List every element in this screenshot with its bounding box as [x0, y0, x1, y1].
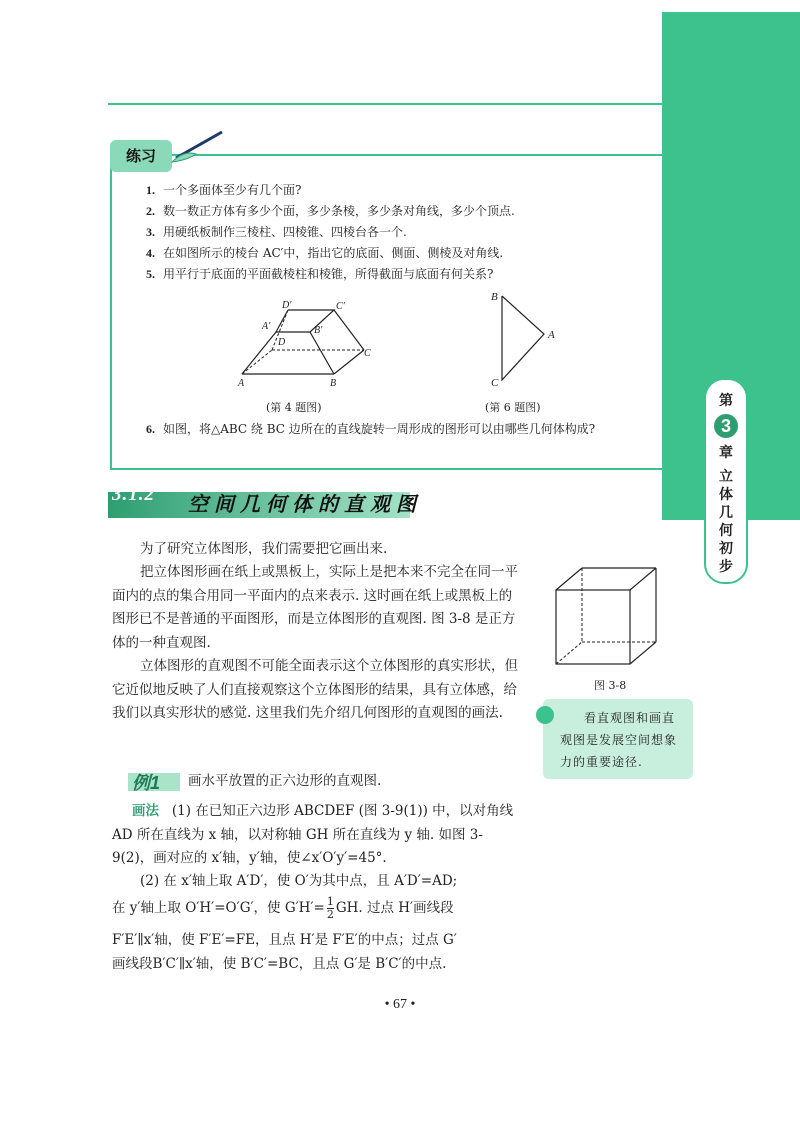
chapter-number: 3 [714, 414, 738, 438]
cube-figure [550, 562, 662, 674]
paragraph-3: 立体图形的直观图不可能全面表示这个立体图形的真实形状，但它近似地反映了人们直接观察这个立体图形的结果，具有立体感，给我们以真实形状的感觉. 这里我们先介绍几何图形的直观图的画法. [112, 658, 518, 721]
question-2: 2. 数一数正方体有多少个面，多少条棱，多少条对角线，多少个顶点. [146, 204, 515, 218]
chapter-di: 第 [719, 393, 733, 409]
chapter-zhang: 章 [719, 445, 733, 461]
label-A1: A′ [262, 321, 271, 332]
figure-3-8-caption: 图 3-8 [594, 679, 627, 692]
label-C1: C′ [336, 301, 345, 312]
paragraph-2: 把立体图形画在纸上或黑板上，实际上是把本来不完全在同一平面内的点的集合用同一平面内的点来表示. 这时画在纸上或黑板上的图形已不是普通的平面图形，而是立体图形的直观图. 图 3-8 是正方体的一种直观图. [112, 564, 518, 651]
section-title: 空间几何体的直观图 [188, 492, 422, 516]
fig6-caption: (第 6 题图) [485, 401, 541, 414]
label-C: C [364, 348, 371, 359]
question-1: 1. 一个多面体至少有几个面? [146, 183, 302, 197]
label-A: A [238, 378, 245, 389]
section-number: 3.1.2 [112, 484, 155, 505]
chapter-title: 立体几何初步 [719, 469, 733, 575]
example-step-2c: F′E′∥x′轴，使 F′E′=FE，且点 H′是 F′E′的中点；过点 G′ [112, 932, 457, 948]
question-6: 6. 如图，将△ABC 绕 BC 边所在的直线旋转一周形成的图形可以由哪些几何体构成? [146, 422, 596, 436]
label-D1: D′ [282, 300, 292, 311]
exercise-label: 练习 [110, 140, 172, 172]
example-step-1: 画法 (1) 在已知正六边形 ABCDEF (图 3-9(1)) 中，以对角线 AD 所在直线为 x 轴，以对称轴 GH 所在直线为 y 轴. 如图 3-9(2)，画对应的 x′轴，y′轴，使∠x′O′y′=45°. [112, 803, 514, 866]
fig4-caption: (第 4 题图) [266, 401, 322, 414]
label-A-tri: A [548, 329, 555, 341]
question-5: 5. 用平行于底面的平面截棱柱和棱锥，所得截面与底面有何关系? [146, 267, 494, 281]
question-4: 4. 在如图所示的棱台 AC′中，指出它的底面、侧面、侧棱及对角线. [146, 246, 504, 260]
paragraph-1: 为了研究立体图形，我们需要把它画出来. [140, 541, 388, 557]
label-B-tri: B [491, 291, 498, 303]
example-step-2a: (2) 在 x′轴上取 A′D′，使 O′为其中点，且 A′D′=AD; [140, 873, 458, 889]
triangle-figure [486, 284, 566, 394]
question-3: 3. 用硬纸板制作三棱柱、四棱锥、四棱台各一个. [146, 225, 407, 239]
note-icon [536, 706, 554, 724]
top-rule [108, 103, 708, 105]
chapter-marker [704, 378, 748, 584]
example-title: 画水平放置的正六边形的直观图. [188, 773, 382, 789]
example-step-2b: 在 y′轴上取 O′H′=O′G′，使 G′H′= $\frac{1}{2}$ GH. 过点 H′画线段 [112, 895, 454, 921]
pen-icon [170, 128, 230, 164]
label-B: B [330, 378, 337, 389]
example-label: 例1 [132, 773, 161, 793]
example-step-2d: 画线段B′C′∥x′轴，使 B′C′=BC，且点 G′是 B′C′的中点. [112, 956, 447, 972]
page-number: • 67 • [384, 997, 416, 1012]
label-C-tri: C [491, 377, 499, 389]
note-text: 看直观图和画直观图是发展空间想象力的重要途径. [560, 711, 678, 769]
label-B1: B′ [314, 325, 323, 336]
side-line [708, 150, 710, 380]
label-D: D [278, 337, 286, 348]
frustum-figure [230, 296, 380, 396]
